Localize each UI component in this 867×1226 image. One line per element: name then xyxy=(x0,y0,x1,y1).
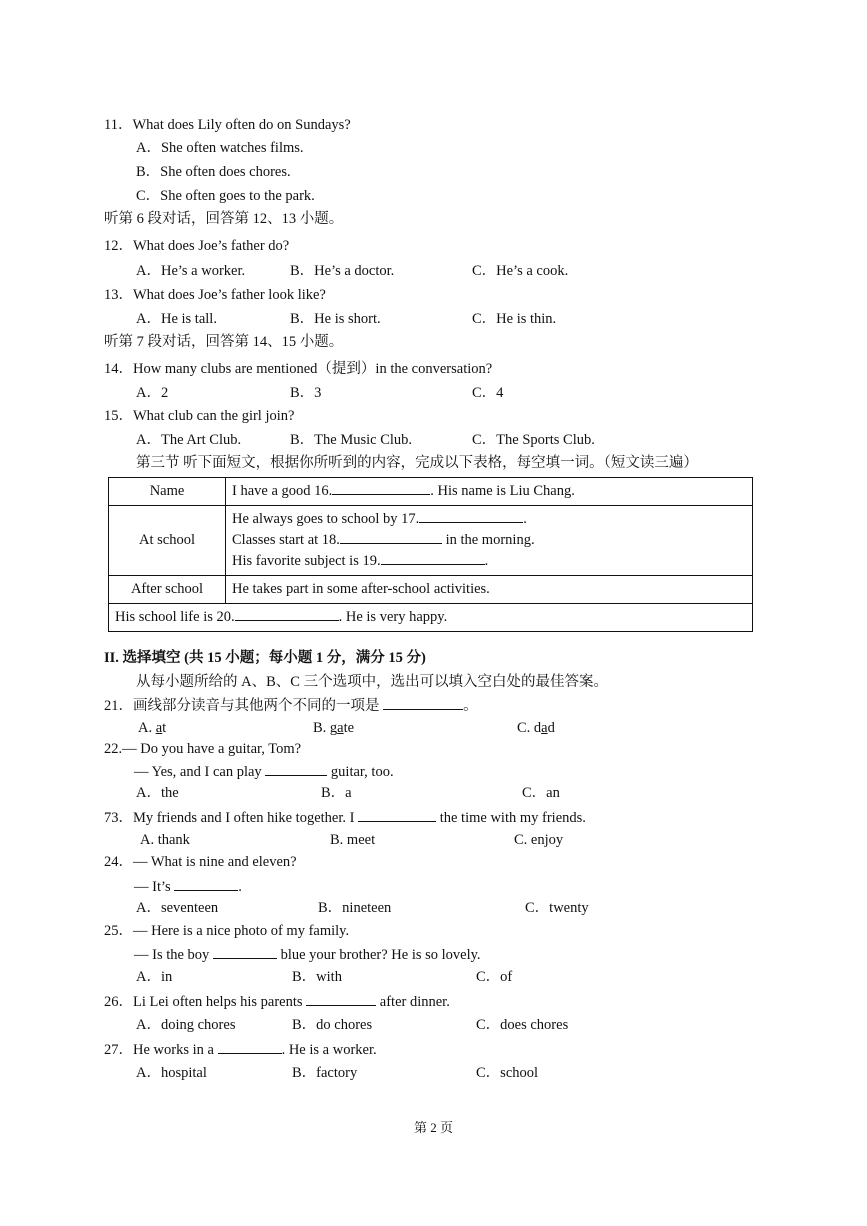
q15-option-c: C．The Sports Club. xyxy=(472,432,595,448)
q15-option-a: A．The Art Club. xyxy=(136,432,242,448)
q14-option-a: A．2 xyxy=(136,385,169,401)
section-direction-7: 听第 7 段对话，回答第 14、15 小题。 xyxy=(104,334,344,350)
blank-23[interactable] xyxy=(358,808,436,822)
blank-19[interactable] xyxy=(381,551,485,565)
blank-24[interactable] xyxy=(174,877,238,891)
table-row-after-school xyxy=(109,576,753,604)
q25-option-a: A．in xyxy=(136,969,173,985)
q24-option-b: B．nineteen xyxy=(318,900,392,916)
q11-stem: 11．What does Lily often do on Sundays? xyxy=(104,117,351,133)
q13-stem: 13．What does Joe’s father look like? xyxy=(104,287,326,303)
q24-line1: 24．— What is nine and eleven? xyxy=(104,854,297,870)
blank-27[interactable] xyxy=(218,1040,282,1054)
cell-name-content: I have a good 16. . His name is Liu Chang. xyxy=(226,478,753,506)
q24-option-a: A．seventeen xyxy=(136,900,219,916)
q26-option-c: C．does chores xyxy=(476,1017,569,1033)
q11-option-c: C．She often goes to the park. xyxy=(136,188,315,204)
q14-option-b: B．3 xyxy=(290,385,322,401)
part-2-heading: II. 选择填空 (共 15 小题；每小题 1 分，满分 15 分) xyxy=(104,650,426,666)
cell-label-at-school: At school xyxy=(109,506,226,576)
q13-option-b: B．He is short. xyxy=(290,311,381,327)
q25-option-b: B．with xyxy=(292,969,342,985)
q23-option-c: C. enjoy xyxy=(514,832,564,848)
section-direction-6: 听第 6 段对话，回答第 12、13 小题。 xyxy=(104,211,344,227)
part-2-direction: 从每小题所给的 A、B、C 三个选项中，选出可以填入空白处的最佳答案。 xyxy=(136,674,609,690)
q26-option-a: A．doing chores xyxy=(136,1017,236,1033)
cell-label-name: Name xyxy=(109,478,226,506)
q27-stem: 27．He works in a . He is a worker. xyxy=(104,1042,377,1058)
q13-option-c: C．He is thin. xyxy=(472,311,557,327)
q23-stem: 73．My friends and I often hike together. I the time with my friends. xyxy=(104,810,586,826)
q24-option-c: C．twenty xyxy=(525,900,589,916)
q25-line2: — Is the boy blue your brother? He is so lovely. xyxy=(134,947,481,963)
q11-option-b: B．She often does chores. xyxy=(136,164,291,180)
listening-table xyxy=(108,477,753,632)
section-3-direction: 第三节 听下面短文，根据你所听到的内容，完成以下表格，每空填一词。（短文读三遍） xyxy=(136,455,698,471)
q15-stem: 15．What club can the girl join? xyxy=(104,408,295,424)
blank-17[interactable] xyxy=(419,509,523,523)
table-row-school-life xyxy=(109,604,753,632)
blank-22[interactable] xyxy=(265,762,327,776)
q26-option-b: B．do chores xyxy=(292,1017,373,1033)
q27-option-c: C．school xyxy=(476,1065,539,1081)
q22-option-b: B．a xyxy=(321,785,352,801)
table-row-at-school xyxy=(109,506,753,576)
q12-option-b: B．He’s a doctor. xyxy=(290,263,395,279)
blank-25[interactable] xyxy=(213,945,277,959)
q13-option-a: A．He is tall. xyxy=(136,311,217,327)
q21-option-c: C. dad xyxy=(517,720,555,736)
q25-line1: 25．— Here is a nice photo of my family. xyxy=(104,923,350,939)
q27-option-a: A．hospital xyxy=(136,1065,207,1081)
q11-option-a: A．She often watches films. xyxy=(136,140,304,156)
q23-option-b: B. meet xyxy=(330,832,376,848)
cell-at-school-content: He always goes to school by 17. . Classes start at 18. in the morning. His favorite subject is 19. . xyxy=(226,506,753,576)
blank-26[interactable] xyxy=(306,992,376,1006)
q12-stem: 12．What does Joe’s father do? xyxy=(104,238,290,254)
q22-option-a: A．the xyxy=(136,785,179,801)
q12-option-a: A．He’s a worker. xyxy=(136,263,246,279)
q25-option-c: C．of xyxy=(476,969,513,985)
q14-stem: 14．How many clubs are mentioned（提到）in the conversation? xyxy=(104,361,493,377)
page-number: 第 2 页 xyxy=(413,1120,453,1135)
blank-21[interactable] xyxy=(383,696,463,710)
blank-18[interactable] xyxy=(340,530,442,544)
q22-line1: 22.— Do you have a guitar, Tom? xyxy=(104,741,302,757)
blank-16[interactable] xyxy=(332,481,430,495)
cell-after-school-content: He takes part in some after-school activities. xyxy=(226,576,753,604)
q21-option-b: B. gate xyxy=(313,720,355,736)
q24-line2: — It’s . xyxy=(134,879,242,895)
q23-option-a: A. thank xyxy=(140,832,190,848)
q21-stem: 21．画线部分读音与其他两个不同的一项是 。 xyxy=(104,698,478,714)
cell-label-after-school: After school xyxy=(109,576,226,604)
blank-20[interactable] xyxy=(235,607,339,621)
table-row-name xyxy=(109,478,753,506)
cell-school-life: His school life is 20. . He is very happy. xyxy=(109,604,753,632)
q21-option-a: A. at xyxy=(138,720,167,736)
q27-option-b: B．factory xyxy=(292,1065,358,1081)
q12-option-c: C．He’s a cook. xyxy=(472,263,569,279)
q14-option-c: C．4 xyxy=(472,385,504,401)
q15-option-b: B．The Music Club. xyxy=(290,432,413,448)
q22-line2: — Yes, and I can play guitar, too. xyxy=(134,764,394,780)
q26-stem: 26．Li Lei often helps his parents after dinner. xyxy=(104,994,450,1010)
q22-option-c: C．an xyxy=(522,785,560,801)
